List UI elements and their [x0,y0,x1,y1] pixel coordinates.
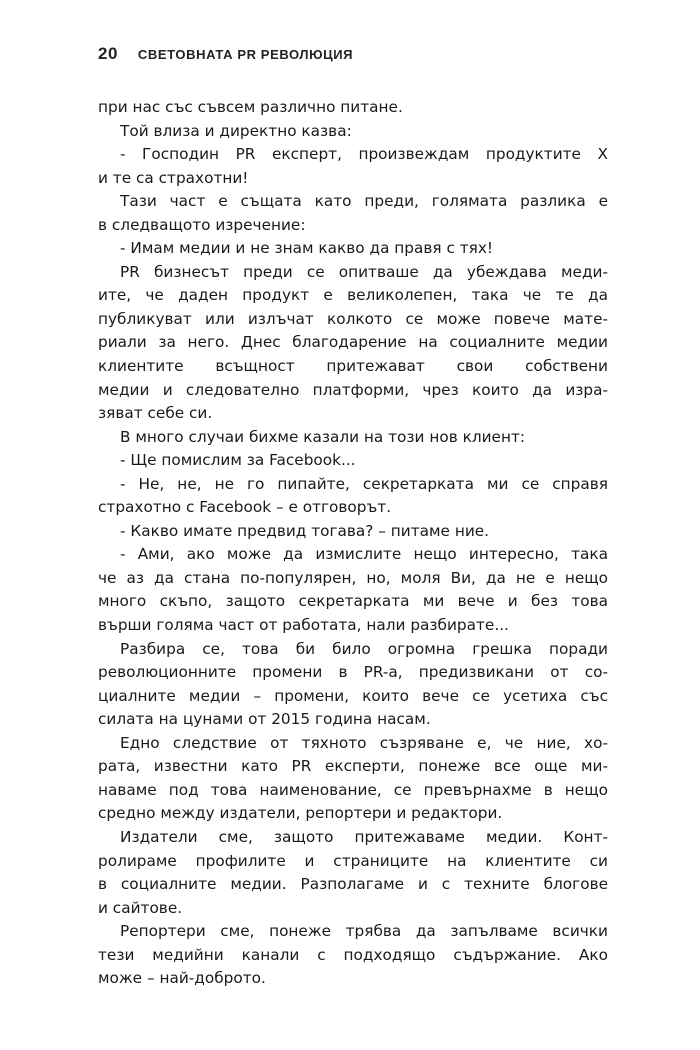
running-head [98,44,353,64]
text-line: клиентите всъщност притежават свои собствени [98,357,608,376]
text-line: Издатели сме, защото притежаваме медии. Конт- [120,827,608,846]
text-line: при нас със съвсем различно питане. [98,98,403,116]
text-line: че аз да стана по-популярен, но, моля Ви, да не е нещо [98,568,608,587]
text-line: страхотно с Facebook – е отговорът. [98,498,392,517]
text-line: - Какво имате предвид тогава? – питаме ние. [120,521,490,540]
text-line: в социалните медии. Разполагаме и с техните блогове [98,875,608,894]
text-line: средно между издатели, репортери и редактори. [98,804,503,823]
text-line: Разбира се, това би било огромна грешка поради [120,639,608,658]
text-line: Едно следствие от тяхното съзряване е, че ние, хо- [120,733,608,752]
text-line: В много случаи бихме казали на този нов клиент: [120,427,526,446]
text-line: - Ще помислим за Facebook... [120,451,356,470]
text-line: революционните промени в PR-а, предизвикани от со- [98,663,608,682]
text-line: - Имам медии и не знам какво да правя с тях! [120,239,494,258]
text-line: и те са страхотни! [98,168,249,187]
text-line: PR бизнесът преди се опитваше да убеждава меди- [120,262,608,281]
text-line: наваме под това наименование, се превърнахме в нещо [98,780,608,799]
body-text [98,96,608,991]
text-line: рата, известни като PR експерти, понеже все още ми- [98,757,608,776]
text-line: Той влиза и директно казва: [120,121,352,140]
text-line: върши голяма част от работата, нали разбирате... [98,616,509,635]
text-line: силата на цунами от 2015 година насам. [98,710,431,729]
text-line: - Не, не, не го пипайте, секретарката ми се справя [120,474,608,493]
text-line: публикуват или излъчат колкото се може повече мате- [98,309,608,328]
text-line: зяват себе си. [98,404,213,423]
text-line: ролираме профилите и страниците на клиентите си [98,851,608,870]
text-line: - Ами, ако може да измислите нещо интересно, така [120,545,608,564]
text-line: циалните медии – промени, които вече се усетиха със [98,686,608,705]
text-line: тези медийни канали с подходящо съдържание. Ако [98,945,608,964]
text-line: много скъпо, защото секретарката ми вече и без това [98,592,608,611]
text-line: ите, че даден продукт е великолепен, така че те да [98,286,608,305]
text-line: медии и следователно платформи, чрез които да изра- [98,380,608,399]
page-number: 20 [98,44,118,63]
text-line: и сайтове. [98,898,183,917]
text-line: в следващото изречение: [98,215,306,234]
running-head-title: СВЕТОВНАТА PR РЕВОЛЮЦИЯ [137,47,354,62]
text-line: може – най-доброто. [98,969,266,988]
text-line: риали за него. Днес благодарение на социалните медии [98,333,608,352]
text-line: - Господин PR експерт, произвеждам продуктите X [120,145,608,164]
text-line: Тази част е същата като преди, голямата разлика е [120,192,608,211]
text-line: Репортери сме, понеже трябва да запълваме всички [120,922,608,941]
